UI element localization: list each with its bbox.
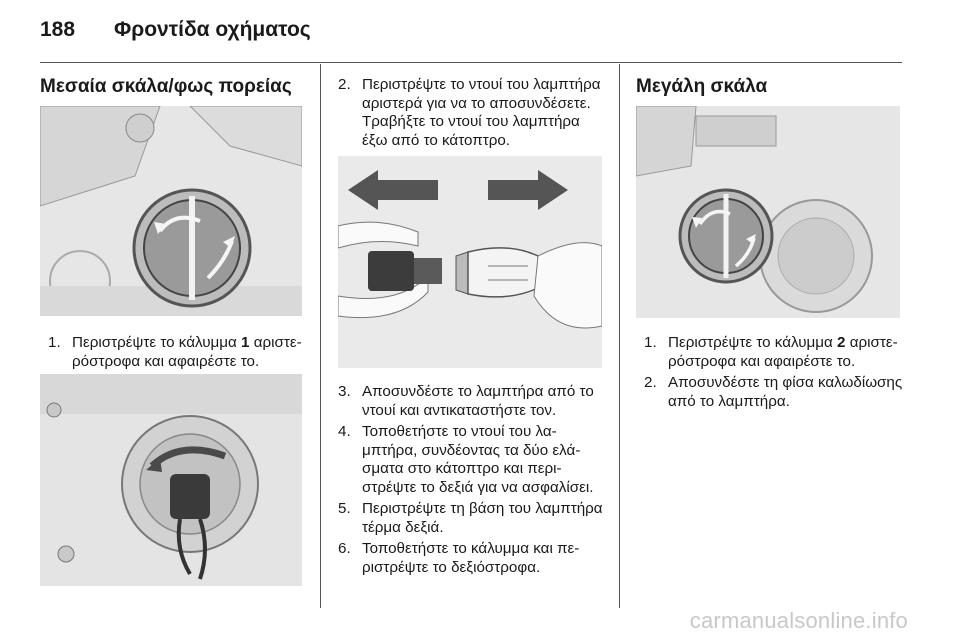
callout-number: 2 bbox=[837, 334, 846, 351]
step-text: Αποσυνδέστε τη φίσα καλωδίωσης από το λαμπτήρα. bbox=[668, 374, 903, 410]
figure-bulb-connector bbox=[40, 374, 302, 586]
step-number: 5. bbox=[338, 500, 351, 517]
right-step-2 bbox=[644, 374, 906, 411]
right-step-1 bbox=[644, 334, 906, 371]
column-divider-left bbox=[320, 64, 321, 608]
step-number: 6. bbox=[338, 540, 351, 557]
step-text: Περιστρέψτε το ντουί του λαμπτήρα αριστερά για να το αποσυνδέσετε. Τραβήξτε το ντουί του λαμπτήρα έξω από το κάτοπτρο. bbox=[362, 76, 601, 149]
step-number: 3. bbox=[338, 383, 351, 400]
bulb-connector-illustration bbox=[40, 374, 302, 586]
step-text: Περιστρέψτε τη βάση του λαμπτήρα τέρμα δεξιά. bbox=[362, 500, 603, 536]
step-number: 2. bbox=[644, 374, 657, 391]
step-number: 1. bbox=[644, 334, 657, 351]
page-header bbox=[40, 14, 311, 46]
column-divider-right bbox=[619, 64, 620, 608]
page-title: Φροντίδα οχήματος bbox=[114, 18, 311, 41]
step-text: Περιστρέψτε το κάλυμμα 2 αριστερόστροφα και αφαιρέστε το. bbox=[668, 334, 898, 370]
step-text: Τοποθετήστε το κάλυμμα και περιστρέψτε το δεξιόστροφα. bbox=[362, 540, 580, 576]
bulb-removal-illustration bbox=[338, 156, 602, 368]
figure-headlamp-cap bbox=[40, 106, 302, 316]
step-number: 1. bbox=[48, 334, 61, 351]
middle-step-6 bbox=[338, 540, 606, 577]
headlamp-cap-illustration bbox=[40, 106, 302, 316]
step-number: 2. bbox=[338, 76, 351, 93]
figure-high-beam-cap bbox=[636, 106, 900, 318]
high-beam-cap-illustration bbox=[636, 106, 900, 318]
section-heading-high-beam: Μεγάλη σκάλα bbox=[636, 76, 768, 97]
watermark[interactable]: carmanualsonline.info bbox=[689, 608, 908, 633]
page-number: 188 bbox=[40, 18, 76, 41]
middle-step-5 bbox=[338, 500, 606, 537]
step-text: Περιστρέψτε το κάλυμμα 1 αριστερόστροφα και αφαιρέστε το. bbox=[72, 334, 302, 370]
section-heading-low-beam: Μεσαία σκάλα/φως πορείας bbox=[40, 76, 292, 97]
middle-step-3 bbox=[338, 383, 606, 420]
left-step-1 bbox=[48, 334, 306, 371]
middle-step-2 bbox=[338, 76, 606, 150]
step-number: 4. bbox=[338, 423, 351, 440]
callout-number: 1 bbox=[241, 334, 250, 351]
step-text: Τοποθετήστε το ντουί του λαμπτήρα, συνδέοντας τα δύο ελάσματα στο κάτοπτρο και περιστρέψτε το δεξιά για να ασφαλίσει. bbox=[362, 423, 594, 496]
figure-bulb-removal bbox=[338, 156, 602, 368]
header-rule bbox=[40, 62, 902, 63]
step-text: Αποσυνδέστε το λαμπτήρα από το ντουί και αντικαταστήστε τον. bbox=[362, 383, 594, 419]
middle-step-4 bbox=[338, 423, 606, 497]
